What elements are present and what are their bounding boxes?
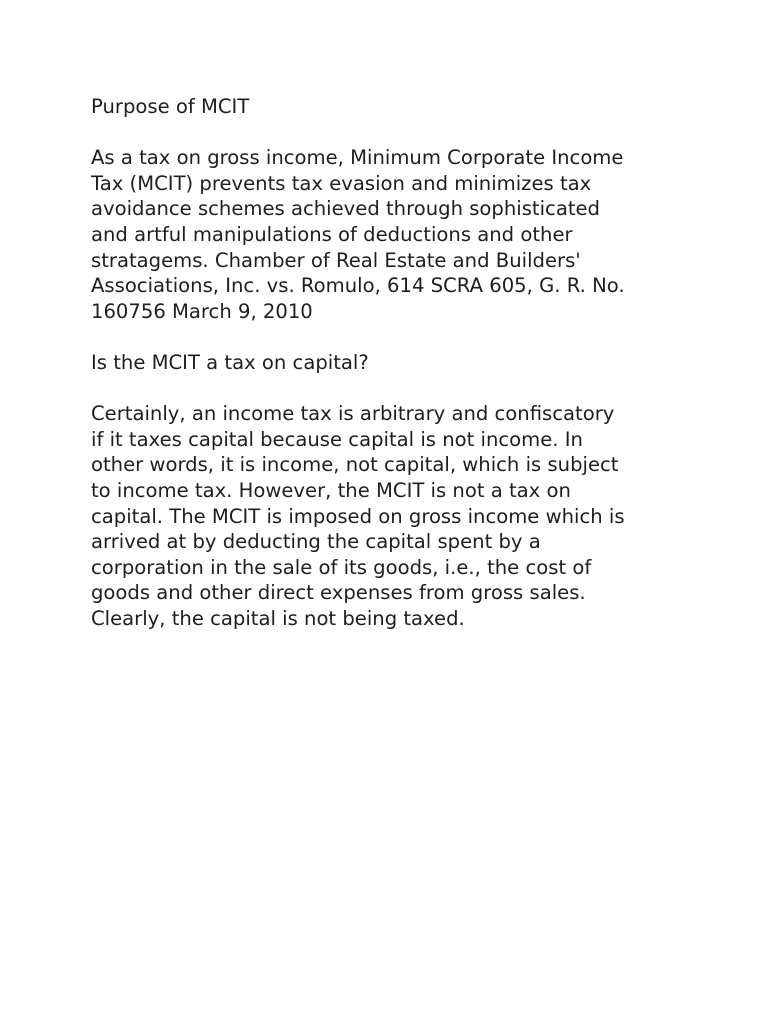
paragraph-spacer	[91, 120, 691, 146]
paragraph-line: Certainly, an income tax is arbitrary and confiscatory	[91, 402, 615, 426]
paragraph-answer	[91, 401, 691, 631]
paragraph-line: stratagems. Chamber of Real Estate and Builders'	[91, 248, 581, 272]
paragraph-spacer	[91, 376, 691, 402]
paragraph-line: Clearly, the capital is not being taxed.	[91, 606, 465, 630]
paragraph-line: and artful manipulations of deductions and other	[91, 222, 573, 246]
paragraph-purpose	[91, 145, 691, 324]
paragraph-line: Associations, Inc. vs. Romulo, 614 SCRA 605, G. R. No.	[91, 274, 625, 298]
paragraph-line: goods and other direct expenses from gross sales.	[91, 581, 586, 605]
paragraph-line: As a tax on gross income, Minimum Corporate Income	[91, 146, 624, 170]
paragraph-line: arrived at by deducting the capital spent by a	[91, 530, 541, 554]
paragraph-line: avoidance schemes achieved through sophisticated	[91, 197, 600, 221]
paragraph-line: Tax (MCIT) prevents tax evasion and minimizes tax	[91, 171, 592, 195]
paragraph-line: to income tax. However, the MCIT is not a tax on	[91, 478, 571, 502]
paragraph-line: 160756 March 9, 2010	[91, 299, 313, 323]
paragraph-line: if it taxes capital because capital is not income. In	[91, 427, 583, 451]
document-page	[91, 94, 691, 631]
paragraph-spacer	[91, 324, 691, 350]
paragraph-line: other words, it is income, not capital, which is subject	[91, 453, 619, 477]
section-heading-question: Is the MCIT a tax on capital?	[91, 350, 369, 374]
paragraph-line: corporation in the sale of its goods, i.e., the cost of	[91, 555, 592, 579]
section-heading-purpose: Purpose of MCIT	[91, 95, 250, 118]
paragraph-line: capital. The MCIT is imposed on gross income which is	[91, 504, 625, 528]
